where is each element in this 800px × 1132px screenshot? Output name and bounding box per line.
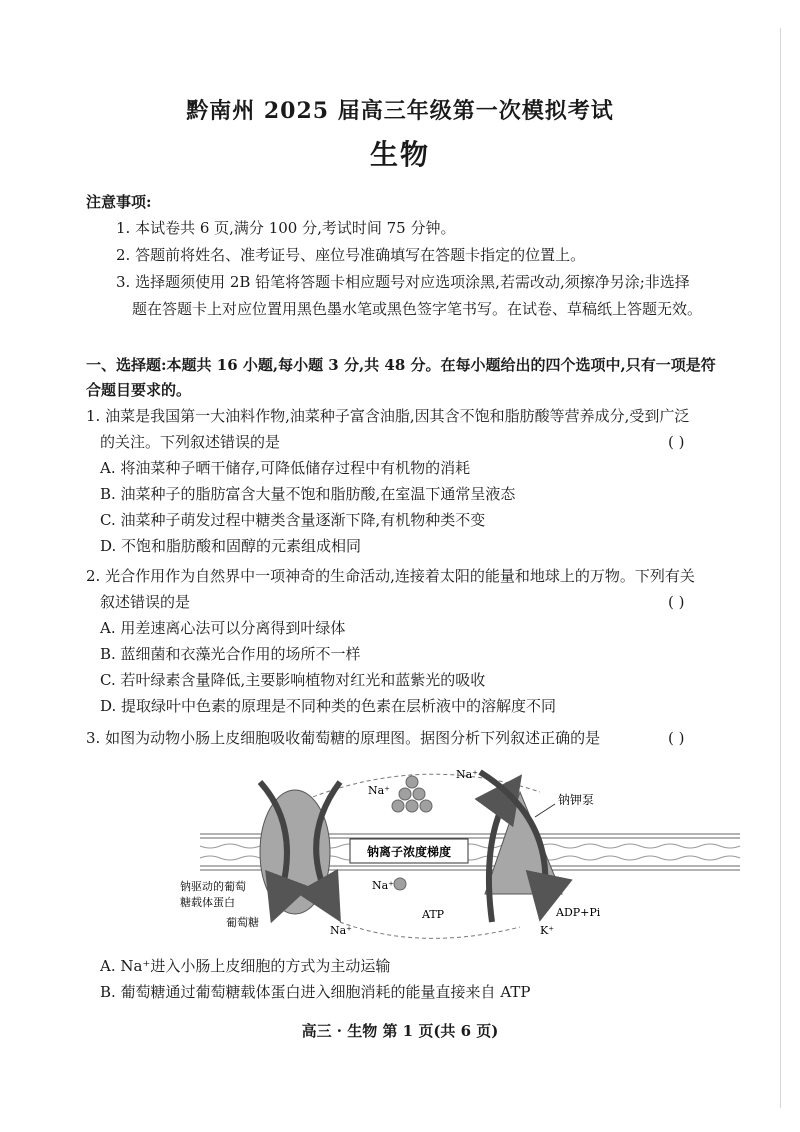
pump-label-leader [535,804,555,817]
q1-option-b: B. 油菜种子的脂肪富含大量不饱和脂肪酸,在室温下通常呈液态 [100,485,516,503]
subject-title: 生物 [369,138,430,171]
q3-option-b: B. 葡萄糖通过葡萄糖载体蛋白进入细胞消耗的能量直接来自 ATP [100,983,531,1001]
sodium-ion-single [394,878,406,890]
q3-option-a: A. Na⁺进入小肠上皮细胞的方式为主动运输 [100,957,391,975]
q1-option-c: C. 油菜种子萌发过程中糖类含量逐渐下降,有机物种类不变 [100,511,486,529]
notice-item-2: 2. 答题前将姓名、准考证号、座位号准确填写在答题卡指定的位置上。 [116,246,586,264]
notice-item-1: 1. 本试卷共 6 页,满分 100 分,考试时间 75 分钟。 [116,219,456,237]
q3-stem-line1: 3. 如图为动物小肠上皮细胞吸收葡萄糖的原理图。据图分析下列叙述正确的是 [86,729,601,747]
carrier-label-line2: 糖载体蛋白 [180,896,235,909]
adp-label: ADP+Pi [556,906,601,919]
q2-option-c: C. 若叶绿素含量降低,主要影响植物对红光和蓝紫光的吸收 [100,671,486,689]
q1-answer-paren: ( ) [668,433,685,451]
notice-heading: 注意事项: [86,193,152,211]
sodium-glucose-carrier-protein [260,790,330,914]
section-heading-line1: 一、选择题:本题共 16 小题,每小题 3 分,共 48 分。在每小题给出的四个选项中,只有一项是符 [86,356,716,374]
gradient-cycle-lower [340,922,520,938]
notice-item-3: 3. 选择题须使用 2B 铅笔将答题卡相应题号对应选项涂黑,若需改动,须擦净另涂;非选择 [116,273,690,291]
na-bottom-label: Na⁺ [330,924,352,937]
k-label: K⁺ [540,924,555,937]
q1-stem-line2: 的关注。下列叙述错误的是 [100,433,281,451]
sodium-ion-cluster [392,776,432,812]
na-top-right-label: Na⁺ [456,768,478,781]
carrier-label-line1: 钠驱动的葡萄 [180,880,246,893]
q2-stem-line1: 2. 光合作用作为自然界中一项神奇的生命活动,连接着太阳的能量和地球上的万物。下列有关 [86,567,695,585]
page-footer: 高三 · 生物 第 1 页(共 6 页) [301,1022,499,1040]
q2-stem-line2: 叙述错误的是 [100,593,191,611]
q2-answer-paren: ( ) [668,593,685,611]
section-heading-line2: 合题目要求的。 [86,381,192,399]
q1-option-d: D. 不饱和脂肪酸和固醇的元素组成相同 [100,537,362,555]
q2-option-d: D. 提取绿叶中色素的原理是不同种类的色素在层析液中的溶解度不同 [100,697,557,715]
na-mid-label: Na⁺ [372,879,394,892]
na-top-left-label: Na⁺ [368,784,390,797]
q2-option-a: A. 用差速离心法可以分离得到叶绿体 [100,619,346,637]
q2-option-b: B. 蓝细菌和衣藻光合作用的场所不一样 [100,645,361,663]
q1-stem-line1: 1. 油菜是我国第一大油料作物,油菜种子富含油脂,因其含不饱和脂肪酸等营养成分,受到广泛 [86,407,690,425]
atp-label: ATP [422,908,445,921]
page-edge-divider [780,28,781,1108]
pump-label: 钠钾泵 [558,793,595,807]
q3-answer-paren: ( ) [668,729,685,747]
exam-title: 黔南州 2025 届高三年级第一次模拟考试 [186,98,614,124]
q1-option-a: A. 将油菜种子晒干储存,可降低储存过程中有机物的消耗 [100,459,471,477]
glucose-absorption-diagram [180,762,750,956]
gradient-label: 钠离子浓度梯度 [366,845,452,859]
notice-item-3-cont: 题在答题卡上对应位置用黑色墨水笔或黑色签字笔书写。在试卷、草稿纸上答题无效。 [132,300,703,318]
glucose-label: 葡萄糖 [226,916,259,929]
